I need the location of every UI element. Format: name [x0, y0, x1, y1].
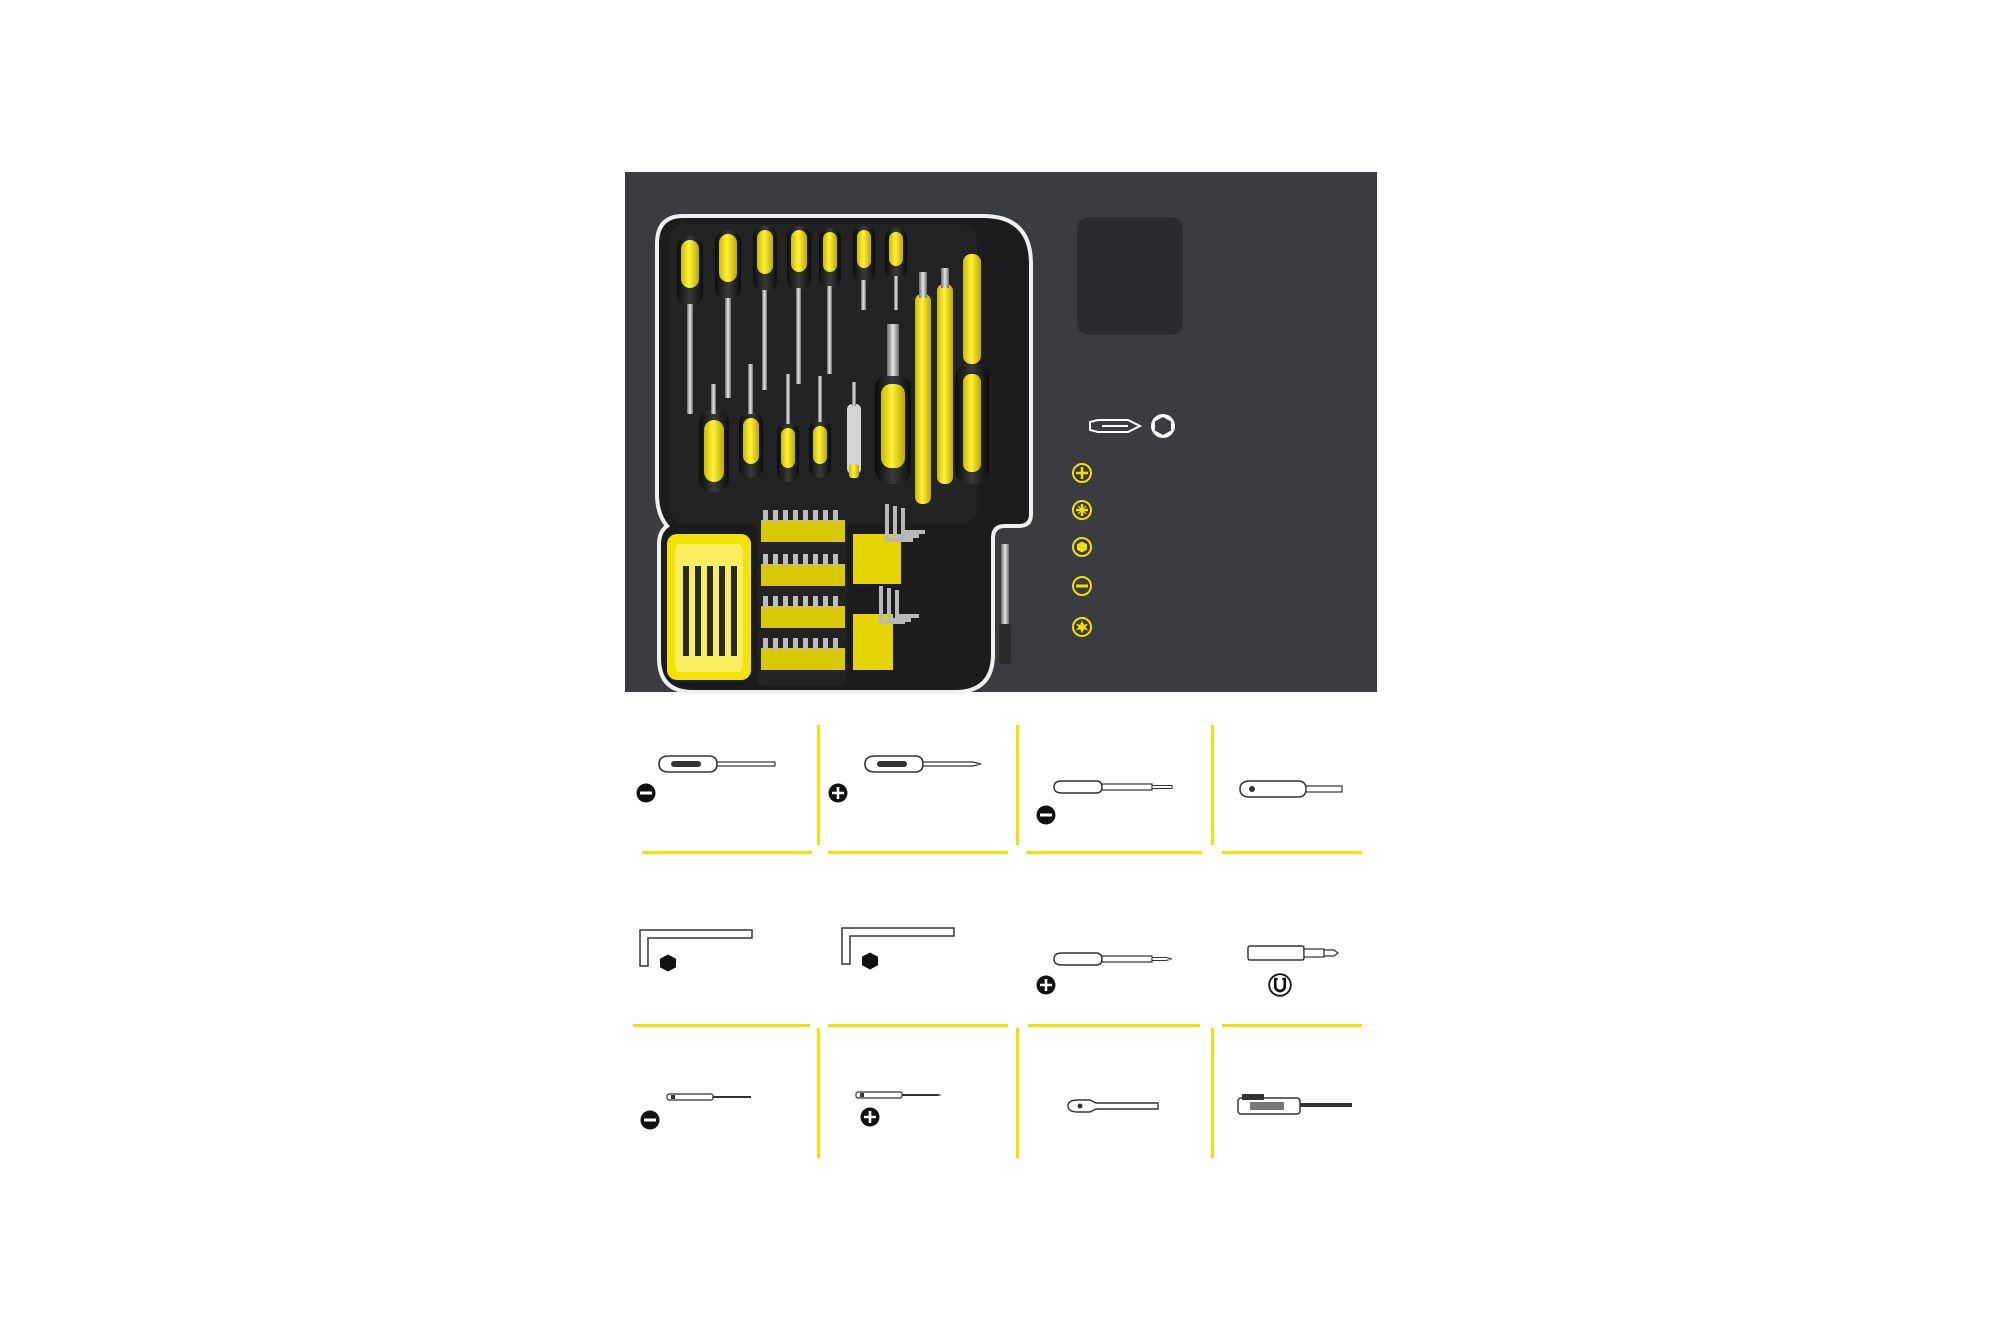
hex-icon	[658, 953, 678, 973]
screwdriver-icon	[1052, 950, 1176, 968]
phillips-icon	[860, 1107, 880, 1127]
hex-key-icon	[638, 928, 756, 970]
tray-info-panel	[625, 172, 1377, 692]
item-quantity	[636, 782, 666, 803]
screwdriver-icon	[1052, 778, 1176, 796]
bits-summary	[1072, 412, 1182, 440]
bit-holder-icon	[1246, 944, 1342, 962]
slotted-icon	[1072, 576, 1092, 596]
phillips-icon	[1036, 975, 1056, 995]
pozidriv-icon	[1072, 500, 1092, 520]
spec-item	[1072, 573, 1100, 596]
separator	[1211, 1028, 1214, 1158]
precision-screwdriver-icon	[854, 1089, 946, 1101]
phillips-icon	[1072, 463, 1092, 483]
tool-tray-image	[653, 214, 1036, 694]
item-quantity	[658, 952, 688, 973]
spec-item	[1072, 614, 1100, 637]
slotted-icon	[1036, 805, 1056, 825]
separator	[1211, 725, 1214, 845]
spec-item	[1072, 460, 1100, 483]
screwdriver-icon	[863, 753, 985, 775]
item-quantity	[640, 1109, 670, 1130]
item-quantity	[1268, 974, 1302, 997]
separator	[1016, 725, 1019, 845]
spec-item	[1072, 534, 1100, 557]
separator	[1222, 851, 1362, 854]
separator	[817, 1028, 820, 1158]
separator	[1028, 1024, 1200, 1027]
bit-handle-icon	[1238, 778, 1348, 800]
spec-item	[1072, 497, 1100, 520]
voltage-tester-icon	[1236, 1092, 1356, 1118]
hex-drive-icon	[1150, 413, 1176, 439]
separator	[1026, 851, 1202, 854]
bit-holder-icon	[999, 544, 1011, 664]
hex-icon	[1072, 537, 1092, 557]
torx-icon	[1072, 617, 1092, 637]
slotted-icon	[636, 783, 656, 803]
separator	[1016, 1028, 1019, 1158]
separator	[633, 1024, 810, 1027]
hex-key-icon	[840, 926, 958, 968]
tray-number-badge	[1077, 217, 1183, 335]
item-quantity	[1036, 804, 1066, 825]
hex-icon	[860, 951, 880, 971]
item-slotted-screwdrivers	[628, 708, 818, 848]
separator	[1222, 1024, 1362, 1027]
tire-gauge-icon	[1066, 1098, 1162, 1114]
screwdriver-icon	[657, 753, 779, 775]
separator	[828, 851, 1008, 854]
bit-icon	[1088, 416, 1142, 436]
magnet-icon	[1268, 973, 1292, 997]
item-quantity	[860, 1106, 890, 1127]
phillips-icon	[828, 783, 848, 803]
slotted-icon	[640, 1110, 660, 1130]
item-quantity	[860, 950, 890, 971]
separator	[642, 851, 812, 854]
precision-screwdriver-case-icon	[667, 534, 751, 680]
precision-screwdriver-icon	[665, 1091, 755, 1103]
item-quantity	[828, 782, 858, 803]
separator	[828, 1024, 1008, 1027]
item-quantity	[1036, 974, 1066, 995]
